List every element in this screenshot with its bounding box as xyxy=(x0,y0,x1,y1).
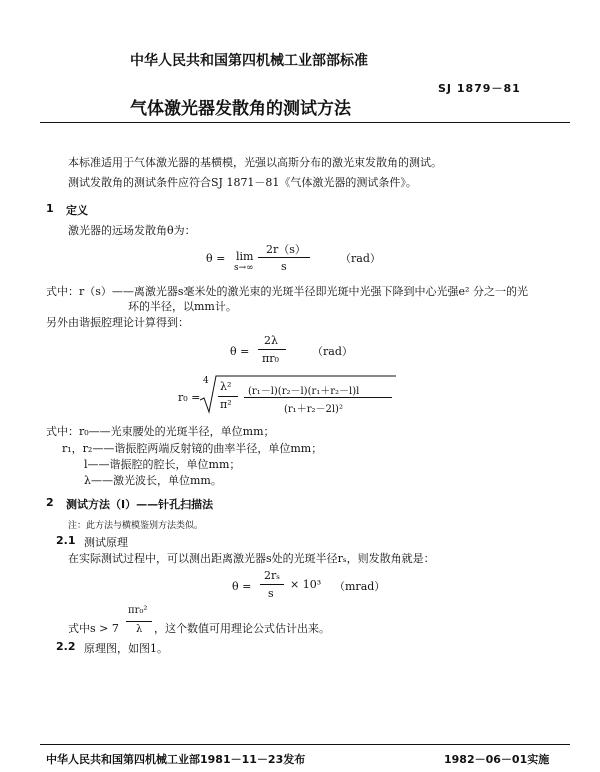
eq2-numerator: 2λ xyxy=(264,334,278,347)
definition-lead: 激光器的远场发散角θ为： xyxy=(68,224,196,237)
eq4-lhs: θ = xyxy=(232,580,252,593)
condition-numerator: πr₀² xyxy=(128,605,148,616)
where-lambda: λ——激光波长，单位mm。 xyxy=(84,474,222,487)
eq3-fraction-bar-b xyxy=(244,397,392,398)
where-r-line-1: 式中：r（s）——离激光器s毫米处的激光束的光斑半径即光斑中光强下降到中心光强e² 分之一的光 xyxy=(46,285,528,298)
eq2-lhs: θ = xyxy=(230,345,250,358)
eq3-numerator: (r₁－l)(r₂－l)(r₁＋r₂－l)l xyxy=(248,386,360,397)
where-r1-r2: r₁，r₂——谐振腔两端反射镜的曲率半径，单位mm； xyxy=(62,442,323,455)
subsection-2-1-text: 在实际测试过程中，可以测出距离激光器s处的光斑半径rₛ，则发散角就是： xyxy=(68,552,435,565)
eq2-denominator: πr₀ xyxy=(262,352,279,365)
section-1-heading: 定义 xyxy=(66,204,88,217)
eq3-lhs: r₀ = xyxy=(178,391,201,404)
issue-date: 中华人民共和国第四机械工业部1981－11－23发布 xyxy=(46,753,306,766)
where-r-line-2: 环的半径，以mm计。 xyxy=(128,300,237,313)
eq3-lambda-sq: λ² xyxy=(220,380,232,393)
eq1-fraction-bar xyxy=(258,257,310,258)
eq1-lhs: θ = xyxy=(206,252,226,265)
eq4-factor: × 10³ xyxy=(290,578,322,591)
eq1-numerator: 2r（s） xyxy=(266,243,306,256)
condition-suffix: ，这个数值可用理论公式估计出来。 xyxy=(154,622,330,635)
eq3-root-index: 4 xyxy=(203,376,209,386)
eq3-fraction-bar-a xyxy=(218,396,238,397)
subsection-2-2-number: 2.2 xyxy=(56,640,76,653)
method-note: 注：此方法与横模鉴别方法类似。 xyxy=(68,521,204,531)
eq3-denominator: (r₁＋r₂－2l)² xyxy=(284,404,343,415)
eq4-denominator: s xyxy=(268,587,274,600)
section-2-heading: 测试方法（Ⅰ）——针孔扫描法 xyxy=(66,498,214,511)
document-title: 气体激光器发散角的测试方法 xyxy=(130,99,351,119)
eq1-lim-subscript: s→∞ xyxy=(234,263,254,273)
eq1-unit: （rad） xyxy=(340,252,381,265)
subsection-2-2-text: 原理图，如图1。 xyxy=(84,642,168,655)
condition-denominator: λ xyxy=(136,624,143,635)
issuing-authority: 中华人民共和国第四机械工业部部标准 xyxy=(130,53,368,69)
intro-paragraph-1: 本标准适用于气体激光器的基横模，光强以高斯分布的激光束发散角的测试。 xyxy=(68,156,442,169)
eq2-fraction-bar xyxy=(258,349,286,350)
condition-fraction-bar xyxy=(126,621,152,622)
where-l: l——谐振腔的腔长，单位mm； xyxy=(84,458,241,471)
subsection-2-1-number: 2.1 xyxy=(56,534,76,547)
eq4-unit: （mrad） xyxy=(334,580,386,593)
subsection-2-1-title: 测试原理 xyxy=(84,536,128,549)
section-2-number: 2 xyxy=(46,496,54,509)
intro-paragraph-2: 测试发散角的测试条件应符合SJ 1871－81《气体激光器的测试条件》。 xyxy=(68,176,417,189)
title-divider xyxy=(40,122,570,123)
footer-divider xyxy=(40,744,570,745)
standard-code: SJ 1879－81 xyxy=(438,82,521,95)
condition-prefix: 式中s > 7 xyxy=(68,622,119,635)
effective-date: 1982－06－01实施 xyxy=(444,753,550,766)
where-r0: 式中：r₀——光束腰处的光斑半径，单位mm； xyxy=(46,425,275,438)
resonator-theory-lead: 另外由谐振腔理论计算得到： xyxy=(46,316,189,329)
eq3-pi-sq: π² xyxy=(220,398,232,411)
eq1-denominator: s xyxy=(281,260,287,273)
eq2-unit: （rad） xyxy=(312,345,353,358)
eq4-numerator: 2rₛ xyxy=(264,569,280,582)
section-1-number: 1 xyxy=(46,202,54,215)
eq4-fraction-bar xyxy=(260,584,284,585)
eq1-lim: lim xyxy=(236,250,254,263)
